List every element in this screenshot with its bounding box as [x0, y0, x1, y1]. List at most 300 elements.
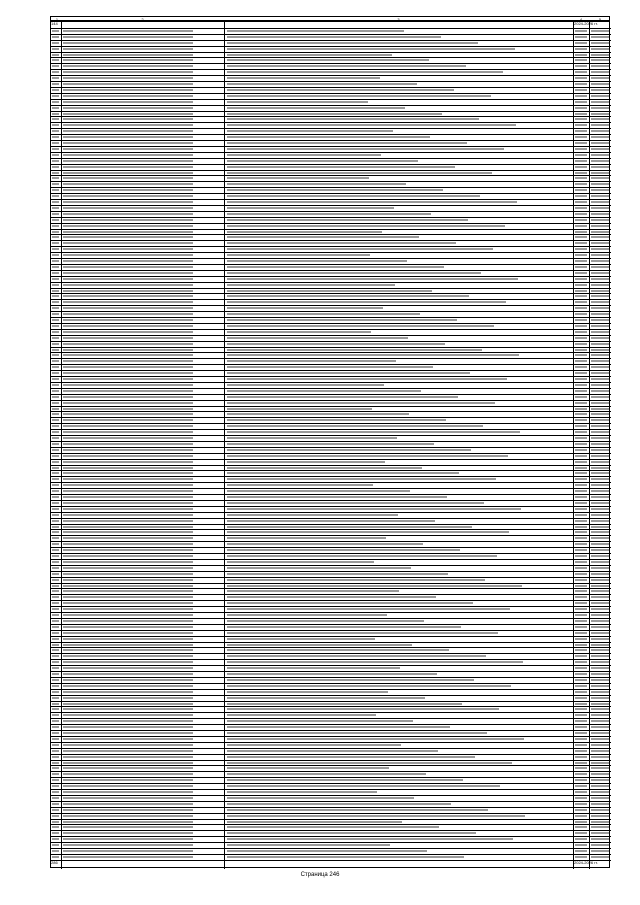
- illegible-text-placeholder: [63, 543, 193, 545]
- header-col-3: 3: [397, 17, 400, 22]
- illegible-text-placeholder: [52, 59, 59, 61]
- table-row: [51, 75, 611, 76]
- table-row: [51, 429, 611, 430]
- illegible-text-placeholder: [227, 189, 443, 191]
- illegible-text-placeholder: [227, 632, 498, 634]
- illegible-text-placeholder: [63, 856, 193, 858]
- illegible-text-placeholder: [575, 832, 587, 834]
- illegible-text-placeholder: [227, 242, 456, 244]
- illegible-text-placeholder: [63, 579, 193, 581]
- illegible-text-placeholder: [227, 767, 389, 769]
- illegible-text-placeholder: [63, 697, 193, 699]
- illegible-text-placeholder: [63, 708, 193, 710]
- illegible-text-placeholder: [575, 661, 587, 663]
- table-row: [51, 541, 611, 542]
- illegible-text-placeholder: [63, 343, 193, 345]
- illegible-text-placeholder: [52, 107, 59, 109]
- illegible-text-placeholder: [591, 425, 609, 427]
- illegible-text-placeholder: [591, 437, 609, 439]
- illegible-text-placeholder: [227, 803, 451, 805]
- illegible-text-placeholder: [227, 720, 413, 722]
- illegible-text-placeholder: [52, 354, 59, 356]
- table-row: [51, 748, 611, 749]
- illegible-text-placeholder: [52, 136, 59, 138]
- table-row: [51, 28, 611, 29]
- illegible-text-placeholder: [591, 649, 609, 651]
- illegible-text-placeholder: [63, 124, 193, 126]
- table-row: [51, 164, 611, 165]
- illegible-text-placeholder: [63, 148, 193, 150]
- table-row: [51, 187, 611, 188]
- illegible-text-placeholder: [575, 201, 587, 203]
- illegible-text-placeholder: [591, 278, 609, 280]
- illegible-text-placeholder: [575, 608, 587, 610]
- illegible-text-placeholder: [575, 349, 587, 351]
- illegible-text-placeholder: [227, 697, 425, 699]
- illegible-text-placeholder: [52, 337, 59, 339]
- table-row: [51, 52, 611, 53]
- illegible-text-placeholder: [575, 225, 587, 227]
- illegible-text-placeholder: [575, 48, 587, 50]
- illegible-text-placeholder: [591, 531, 609, 533]
- illegible-text-placeholder: [575, 767, 587, 769]
- table-row: [51, 706, 611, 707]
- illegible-text-placeholder: [63, 201, 193, 203]
- illegible-text-placeholder: [591, 65, 609, 67]
- illegible-text-placeholder: [52, 284, 59, 286]
- illegible-text-placeholder: [227, 620, 424, 622]
- illegible-text-placeholder: [52, 295, 59, 297]
- illegible-text-placeholder: [227, 148, 504, 150]
- illegible-text-placeholder: [63, 354, 193, 356]
- illegible-text-placeholder: [591, 42, 609, 44]
- illegible-text-placeholder: [227, 83, 417, 85]
- illegible-text-placeholder: [52, 655, 59, 657]
- illegible-text-placeholder: [227, 502, 484, 504]
- illegible-text-placeholder: [227, 101, 368, 103]
- illegible-text-placeholder: [575, 791, 587, 793]
- illegible-text-placeholder: [227, 142, 467, 144]
- illegible-text-placeholder: [52, 343, 59, 345]
- table-row: [51, 347, 611, 348]
- table-row: [51, 46, 611, 47]
- illegible-text-placeholder: [575, 762, 587, 764]
- table-row: [51, 40, 611, 41]
- illegible-text-placeholder: [63, 166, 193, 168]
- illegible-text-placeholder: [575, 443, 587, 445]
- illegible-text-placeholder: [575, 219, 587, 221]
- illegible-text-placeholder: [227, 549, 460, 551]
- illegible-text-placeholder: [591, 343, 609, 345]
- illegible-text-placeholder: [575, 83, 587, 85]
- illegible-text-placeholder: [63, 644, 193, 646]
- illegible-text-placeholder: [591, 71, 609, 73]
- illegible-text-placeholder: [575, 160, 587, 162]
- illegible-text-placeholder: [63, 101, 193, 103]
- table-row: [51, 299, 611, 300]
- illegible-text-placeholder: [63, 136, 193, 138]
- illegible-text-placeholder: [227, 195, 480, 197]
- illegible-text-placeholder: [591, 272, 609, 274]
- illegible-text-placeholder: [591, 396, 609, 398]
- illegible-text-placeholder: [591, 850, 609, 852]
- illegible-text-placeholder: [63, 549, 193, 551]
- table-row: [51, 116, 611, 117]
- illegible-text-placeholder: [52, 319, 59, 321]
- illegible-text-placeholder: [227, 207, 394, 209]
- table-row: [51, 724, 611, 725]
- illegible-text-placeholder: [52, 402, 59, 404]
- illegible-text-placeholder: [591, 130, 609, 132]
- table-row: [51, 860, 611, 861]
- illegible-text-placeholder: [227, 319, 457, 321]
- illegible-text-placeholder: [575, 366, 587, 368]
- illegible-text-placeholder: [575, 325, 587, 327]
- table-row: [51, 63, 611, 64]
- illegible-text-placeholder: [575, 844, 587, 846]
- illegible-text-placeholder: [63, 472, 193, 474]
- illegible-text-placeholder: [63, 573, 193, 575]
- illegible-text-placeholder: [591, 673, 609, 675]
- illegible-text-placeholder: [63, 172, 193, 174]
- illegible-text-placeholder: [227, 42, 478, 44]
- illegible-text-placeholder: [63, 714, 193, 716]
- illegible-text-placeholder: [575, 520, 587, 522]
- illegible-text-placeholder: [227, 590, 399, 592]
- illegible-text-placeholder: [575, 514, 587, 516]
- illegible-text-placeholder: [575, 437, 587, 439]
- illegible-text-placeholder: [63, 803, 193, 805]
- illegible-text-placeholder: [575, 756, 587, 758]
- illegible-text-placeholder: [63, 443, 193, 445]
- illegible-text-placeholder: [591, 142, 609, 144]
- illegible-text-placeholder: [63, 254, 193, 256]
- illegible-text-placeholder: [575, 419, 587, 421]
- table-row: [51, 836, 611, 837]
- illegible-text-placeholder: [52, 142, 59, 144]
- illegible-text-placeholder: [63, 225, 193, 227]
- illegible-text-placeholder: [575, 738, 587, 740]
- illegible-text-placeholder: [227, 30, 404, 32]
- illegible-text-placeholder: [227, 266, 444, 268]
- illegible-text-placeholder: [52, 278, 59, 280]
- illegible-text-placeholder: [63, 366, 193, 368]
- table-row: [51, 565, 611, 566]
- illegible-text-placeholder: [52, 602, 59, 604]
- illegible-text-placeholder: [575, 142, 587, 144]
- illegible-text-placeholder: [227, 59, 429, 61]
- illegible-text-placeholder: [52, 644, 59, 646]
- illegible-text-placeholder: [52, 160, 59, 162]
- table-body: [50, 21, 610, 868]
- illegible-text-placeholder: [52, 219, 59, 221]
- illegible-text-placeholder: [591, 756, 609, 758]
- illegible-text-placeholder: [575, 413, 587, 415]
- illegible-text-placeholder: [591, 679, 609, 681]
- illegible-text-placeholder: [575, 425, 587, 427]
- illegible-text-placeholder: [575, 354, 587, 356]
- illegible-text-placeholder: [591, 189, 609, 191]
- illegible-text-placeholder: [63, 826, 193, 828]
- illegible-text-placeholder: [227, 520, 435, 522]
- illegible-text-placeholder: [575, 408, 587, 410]
- illegible-text-placeholder: [63, 260, 193, 262]
- table-row: [51, 211, 611, 212]
- illegible-text-placeholder: [52, 573, 59, 575]
- illegible-text-placeholder: [575, 490, 587, 492]
- illegible-text-placeholder: [591, 797, 609, 799]
- table-row: [51, 647, 611, 648]
- table-row: [51, 736, 611, 737]
- table-row: [51, 122, 611, 123]
- illegible-text-placeholder: [591, 697, 609, 699]
- illegible-text-placeholder: [52, 779, 59, 781]
- table-row: [51, 441, 611, 442]
- illegible-text-placeholder: [575, 301, 587, 303]
- illegible-text-placeholder: [591, 508, 609, 510]
- illegible-text-placeholder: [227, 95, 491, 97]
- table-row: [51, 69, 611, 70]
- table-row: [51, 453, 611, 454]
- table-row: [51, 134, 611, 135]
- illegible-text-placeholder: [63, 242, 193, 244]
- table-row: [51, 435, 611, 436]
- illegible-text-placeholder: [52, 738, 59, 740]
- illegible-text-placeholder: [52, 679, 59, 681]
- illegible-text-placeholder: [227, 738, 524, 740]
- illegible-text-placeholder: [63, 461, 193, 463]
- illegible-text-placeholder: [63, 514, 193, 516]
- illegible-text-placeholder: [227, 219, 468, 221]
- illegible-text-placeholder: [63, 195, 193, 197]
- table-row: [51, 370, 611, 371]
- illegible-text-placeholder: [575, 679, 587, 681]
- illegible-text-placeholder: [575, 378, 587, 380]
- illegible-text-placeholder: [227, 107, 405, 109]
- illegible-text-placeholder: [52, 213, 59, 215]
- illegible-text-placeholder: [52, 48, 59, 50]
- illegible-text-placeholder: [52, 567, 59, 569]
- illegible-text-placeholder: [227, 118, 479, 120]
- illegible-text-placeholder: [575, 124, 587, 126]
- table-row: [51, 588, 611, 589]
- illegible-text-placeholder: [63, 526, 193, 528]
- illegible-text-placeholder: [575, 826, 587, 828]
- illegible-text-placeholder: [52, 614, 59, 616]
- illegible-text-placeholder: [52, 89, 59, 91]
- illegible-text-placeholder: [591, 803, 609, 805]
- illegible-text-placeholder: [227, 154, 381, 156]
- illegible-text-placeholder: [52, 419, 59, 421]
- illegible-text-placeholder: [227, 254, 370, 256]
- illegible-text-placeholder: [575, 166, 587, 168]
- illegible-text-placeholder: [63, 290, 193, 292]
- table-row: [51, 813, 611, 814]
- illegible-text-placeholder: [591, 118, 609, 120]
- illegible-text-placeholder: [591, 620, 609, 622]
- illegible-text-placeholder: [63, 785, 193, 787]
- illegible-text-placeholder: [63, 231, 193, 233]
- illegible-text-placeholder: [227, 691, 388, 693]
- illegible-text-placeholder: [575, 803, 587, 805]
- illegible-text-placeholder: [591, 177, 609, 179]
- illegible-text-placeholder: [63, 614, 193, 616]
- illegible-text-placeholder: [52, 732, 59, 734]
- illegible-text-placeholder: [591, 254, 609, 256]
- illegible-text-placeholder: [575, 343, 587, 345]
- illegible-text-placeholder: [575, 118, 587, 120]
- illegible-text-placeholder: [63, 467, 193, 469]
- illegible-text-placeholder: [575, 396, 587, 398]
- table-row: [51, 175, 611, 176]
- illegible-text-placeholder: [63, 732, 193, 734]
- illegible-text-placeholder: [575, 189, 587, 191]
- illegible-text-placeholder: [591, 667, 609, 669]
- illegible-text-placeholder: [52, 720, 59, 722]
- illegible-text-placeholder: [63, 773, 193, 775]
- illegible-text-placeholder: [575, 248, 587, 250]
- illegible-text-placeholder: [227, 248, 493, 250]
- illegible-text-placeholder: [63, 590, 193, 592]
- illegible-text-placeholder: [52, 514, 59, 516]
- table-row: [51, 87, 611, 88]
- illegible-text-placeholder: [575, 95, 587, 97]
- illegible-text-placeholder: [52, 809, 59, 811]
- illegible-text-placeholder: [575, 77, 587, 79]
- illegible-text-placeholder: [591, 484, 609, 486]
- table-row: [51, 199, 611, 200]
- illegible-text-placeholder: [575, 402, 587, 404]
- illegible-text-placeholder: [63, 142, 193, 144]
- table-row: [51, 659, 611, 660]
- illegible-text-placeholder: [63, 756, 193, 758]
- illegible-text-placeholder: [52, 331, 59, 333]
- illegible-text-placeholder: [575, 697, 587, 699]
- last-row-period: 2024-2026 гг.: [574, 860, 598, 865]
- table-row: [51, 606, 611, 607]
- table-row: [51, 482, 611, 483]
- illegible-text-placeholder: [591, 561, 609, 563]
- illegible-text-placeholder: [63, 484, 193, 486]
- illegible-text-placeholder: [52, 555, 59, 557]
- illegible-text-placeholder: [52, 113, 59, 115]
- illegible-text-placeholder: [63, 402, 193, 404]
- illegible-text-placeholder: [63, 83, 193, 85]
- illegible-text-placeholder: [575, 673, 587, 675]
- illegible-text-placeholder: [227, 419, 446, 421]
- illegible-text-placeholder: [52, 166, 59, 168]
- illegible-text-placeholder: [63, 301, 193, 303]
- illegible-text-placeholder: [591, 791, 609, 793]
- illegible-text-placeholder: [591, 655, 609, 657]
- illegible-text-placeholder: [575, 337, 587, 339]
- illegible-text-placeholder: [591, 30, 609, 32]
- illegible-text-placeholder: [227, 354, 519, 356]
- illegible-text-placeholder: [591, 154, 609, 156]
- illegible-text-placeholder: [52, 649, 59, 651]
- illegible-text-placeholder: [63, 667, 193, 669]
- illegible-text-placeholder: [52, 130, 59, 132]
- illegible-text-placeholder: [227, 124, 516, 126]
- illegible-text-placeholder: [575, 555, 587, 557]
- illegible-text-placeholder: [52, 325, 59, 327]
- illegible-text-placeholder: [227, 649, 449, 651]
- illegible-text-placeholder: [63, 649, 193, 651]
- table-row: [51, 571, 611, 572]
- illegible-text-placeholder: [63, 673, 193, 675]
- illegible-text-placeholder: [52, 632, 59, 634]
- illegible-text-placeholder: [575, 467, 587, 469]
- illegible-text-placeholder: [227, 225, 505, 227]
- illegible-text-placeholder: [52, 437, 59, 439]
- illegible-text-placeholder: [63, 295, 193, 297]
- illegible-text-placeholder: [575, 461, 587, 463]
- table-row: [51, 217, 611, 218]
- illegible-text-placeholder: [52, 366, 59, 368]
- table-row: [51, 376, 611, 377]
- illegible-text-placeholder: [63, 118, 193, 120]
- illegible-text-placeholder: [575, 602, 587, 604]
- illegible-text-placeholder: [52, 390, 59, 392]
- illegible-text-placeholder: [63, 390, 193, 392]
- first-row-number: 144: [51, 21, 58, 26]
- illegible-text-placeholder: [63, 626, 193, 628]
- illegible-text-placeholder: [63, 767, 193, 769]
- illegible-text-placeholder: [227, 537, 386, 539]
- illegible-text-placeholder: [63, 520, 193, 522]
- illegible-text-placeholder: [575, 632, 587, 634]
- illegible-text-placeholder: [575, 708, 587, 710]
- illegible-text-placeholder: [591, 661, 609, 663]
- illegible-text-placeholder: [575, 113, 587, 115]
- illegible-text-placeholder: [52, 626, 59, 628]
- illegible-text-placeholder: [575, 54, 587, 56]
- first-row-period: 2024-2026 гг.: [574, 21, 598, 26]
- illegible-text-placeholder: [591, 213, 609, 215]
- header-col-5: 5: [598, 17, 602, 22]
- illegible-text-placeholder: [63, 797, 193, 799]
- table-row: [51, 742, 611, 743]
- illegible-text-placeholder: [227, 573, 448, 575]
- table-row: [51, 695, 611, 696]
- illegible-text-placeholder: [52, 590, 59, 592]
- illegible-text-placeholder: [575, 71, 587, 73]
- illegible-text-placeholder: [52, 449, 59, 451]
- illegible-text-placeholder: [591, 260, 609, 262]
- table-row: [51, 317, 611, 318]
- illegible-text-placeholder: [52, 101, 59, 103]
- illegible-text-placeholder: [63, 832, 193, 834]
- illegible-text-placeholder: [575, 213, 587, 215]
- illegible-text-placeholder: [227, 360, 396, 362]
- table-row: [51, 618, 611, 619]
- table-row: [51, 34, 611, 35]
- illegible-text-placeholder: [591, 750, 609, 752]
- table-row: [51, 500, 611, 501]
- illegible-text-placeholder: [591, 514, 609, 516]
- illegible-text-placeholder: [227, 272, 481, 274]
- illegible-text-placeholder: [591, 413, 609, 415]
- table-row: [51, 630, 611, 631]
- illegible-text-placeholder: [227, 408, 372, 410]
- table-row: [51, 671, 611, 672]
- illegible-text-placeholder: [52, 673, 59, 675]
- illegible-text-placeholder: [591, 354, 609, 356]
- illegible-text-placeholder: [63, 561, 193, 563]
- header-col-1: 1: [55, 17, 59, 22]
- illegible-text-placeholder: [591, 225, 609, 227]
- illegible-text-placeholder: [63, 213, 193, 215]
